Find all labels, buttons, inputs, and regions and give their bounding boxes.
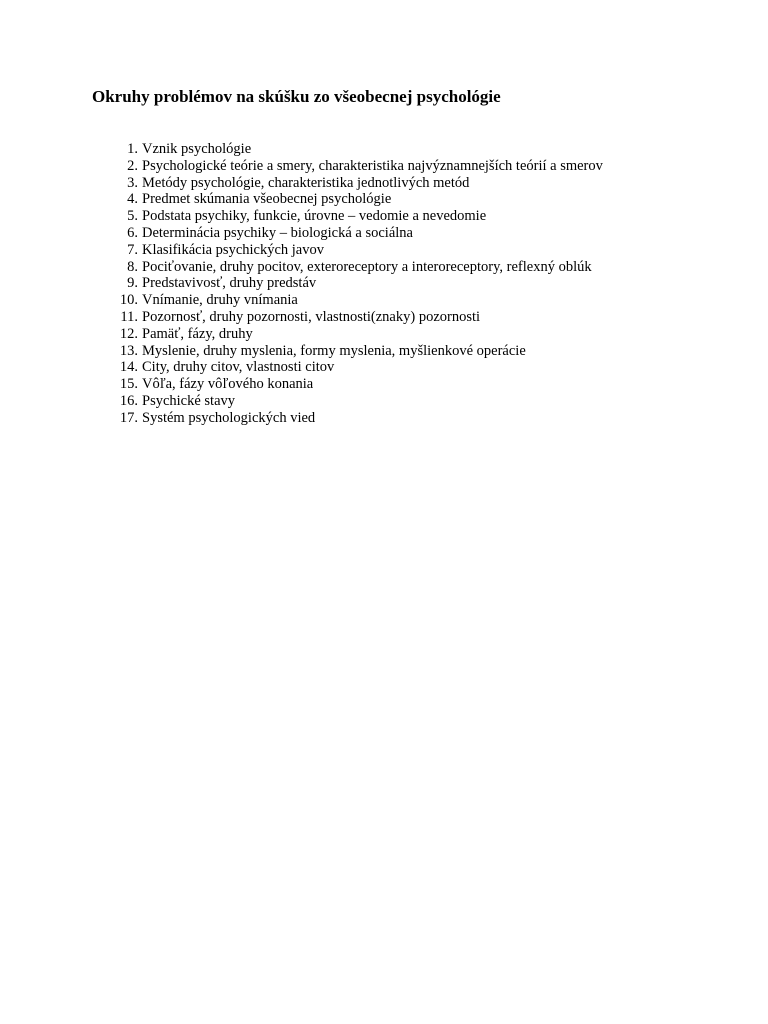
list-item-text: Vznik psychológie — [142, 141, 252, 157]
list-item — [110, 309, 603, 326]
document-title: Okruhy problémov na skúšku zo všeobecnej psychológie — [92, 87, 501, 106]
list-item — [110, 208, 603, 225]
list-item — [110, 393, 603, 410]
list-item-text: Psychické stavy — [142, 392, 236, 409]
list-item-text: City, druhy citov, vlastnosti citov — [142, 359, 335, 376]
list-item — [110, 242, 603, 259]
list-item-text: Vnímanie, druhy vnímania — [142, 292, 298, 309]
list-item-number: 4. — [127, 191, 138, 208]
list-item-text: Determinácia psychiky – biologická a sociálna — [142, 224, 413, 241]
list-item-number: 8. — [127, 258, 138, 275]
list-item-text: Metódy psychológie, charakteristika jednotlivých metód — [142, 174, 470, 191]
list-item-number: 17. — [119, 409, 138, 426]
list-item-number: 10. — [119, 292, 138, 309]
list-item — [110, 175, 603, 192]
list-item — [110, 343, 603, 360]
list-item — [110, 376, 603, 393]
list-item-number: 9. — [127, 275, 138, 292]
list-item-number: 2. — [127, 157, 138, 174]
list-item-text: Myslenie, druhy myslenia, formy myslenia, myšlienkové operácie — [142, 342, 526, 359]
list-item — [110, 158, 603, 175]
list-item — [110, 275, 603, 292]
list-item — [110, 292, 603, 309]
list-item — [110, 410, 603, 427]
list-item-number: 3. — [127, 174, 138, 191]
list-item-text: Pociťovanie, druhy pocitov, exteroreceptory a interoreceptory, reflexný oblúk — [142, 258, 592, 275]
list-item-text: Pozornosť, druhy pozornosti, vlastnosti(znaky) pozornosti — [142, 308, 481, 325]
list-item — [110, 191, 603, 208]
list-item-number: 16. — [119, 392, 138, 409]
list-item-text: Pamäť, fázy, druhy — [142, 325, 253, 342]
list-item-number: 12. — [119, 325, 138, 342]
list-item-number: 7. — [127, 241, 138, 258]
list-item-number: 5. — [127, 208, 138, 225]
list-item — [110, 359, 603, 376]
list-item-number: 6. — [127, 224, 138, 241]
list-item-text: Predstavivosť, druhy predstáv — [142, 275, 317, 292]
list-item-text: Vôľa, fázy vôľového konania — [142, 376, 314, 393]
list-item-number: 15. — [119, 376, 138, 393]
list-item — [110, 326, 603, 343]
list-item-text: Podstata psychiky, funkcie, úrovne – vedomie a nevedomie — [142, 208, 487, 225]
list-item-number: 14. — [119, 359, 138, 376]
topic-list — [110, 141, 603, 427]
list-item-text: Klasifikácia psychických javov — [142, 241, 324, 258]
list-item-number: 1. — [127, 141, 138, 157]
list-item — [110, 225, 603, 242]
list-item — [110, 259, 603, 276]
list-item-text: Psychologické teórie a smery, charakteristika najvýznamnejších teórií a smerov — [142, 157, 603, 174]
list-item-number: 11. — [120, 308, 138, 325]
list-item-number: 13. — [119, 342, 138, 359]
list-item-text: Systém psychologických vied — [142, 409, 316, 426]
list-item — [110, 141, 603, 158]
list-item-text: Predmet skúmania všeobecnej psychológie — [142, 191, 392, 208]
